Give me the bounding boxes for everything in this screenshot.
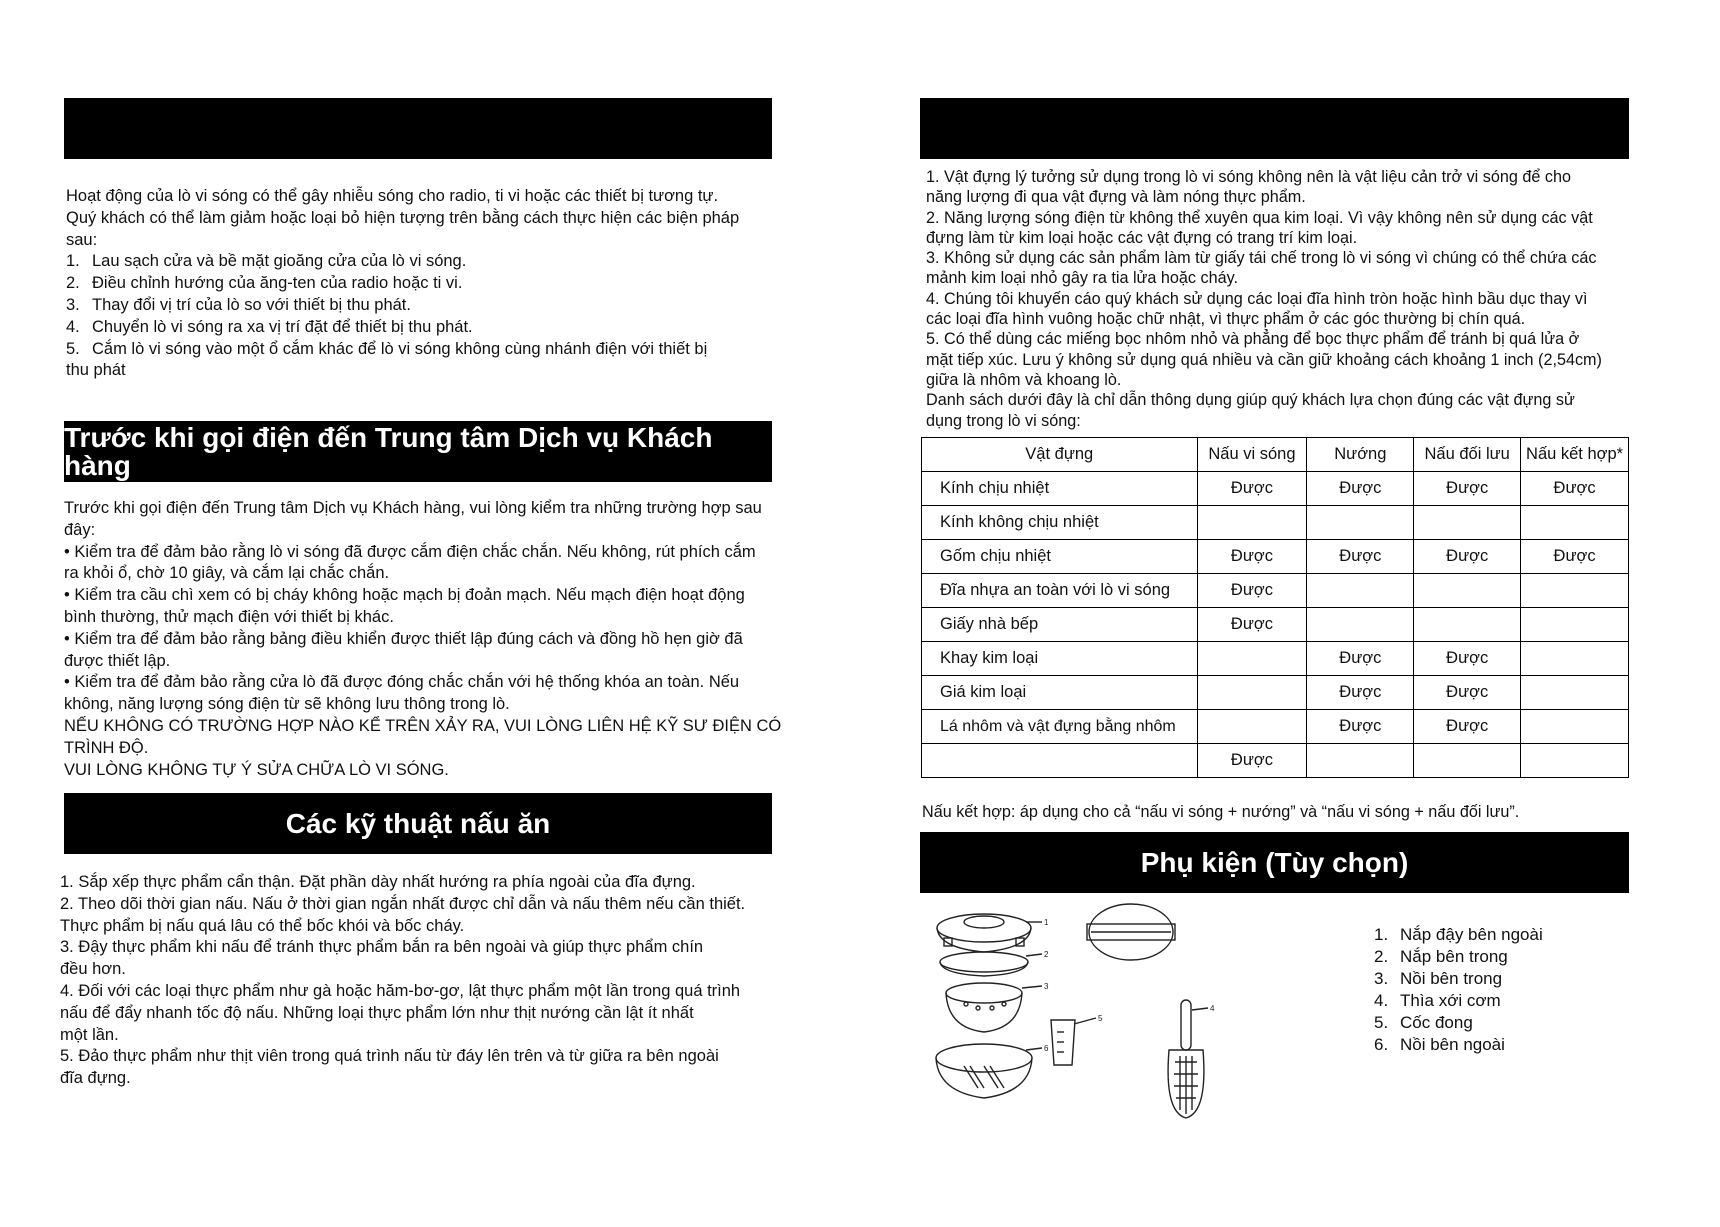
list-item: 6. Nồi bên ngoài: [1374, 1035, 1505, 1054]
techniques-section: [60, 872, 790, 1090]
list-item: 3. Nồi bên trong: [1374, 969, 1503, 988]
table-cell: Được: [1197, 608, 1307, 642]
accessories-header-bar: [920, 832, 1629, 893]
text-line: mặt tiếp xúc. Lưu ý không sử dụng quá nhiều và cần giữ khoảng cách khoảng 1 inch (2,54cm): [926, 350, 1602, 369]
table-cell: Được: [1414, 642, 1521, 676]
techniques-title: Các kỹ thuật nấu ăn: [285, 807, 551, 839]
text-line: bình thường, thử mạch điện với thiết bị khác.: [64, 607, 394, 626]
table-cell: [1521, 710, 1629, 744]
table-cell: [1521, 574, 1629, 608]
table-cell: Được: [1197, 540, 1307, 574]
table-row: [922, 642, 1629, 676]
table-cell: Được: [1307, 472, 1414, 506]
text-line: được thiết lập.: [64, 651, 171, 670]
table-cell: Được: [1521, 472, 1629, 506]
bullet-line: • Kiểm tra để đảm bảo rằng cửa lò đã được đóng chắc chắn với hệ thống khóa an toàn. Nếu: [64, 673, 740, 692]
table-cell: Được: [1414, 710, 1521, 744]
text-line: đựng làm từ kim loại hoặc các vật đựng có trang trí kim loại.: [926, 228, 1358, 247]
bullet-line: • Kiểm tra để đảm bảo rằng bảng điều khiển được thiết lập đúng cách và đồng hồ hẹn giờ đã: [64, 629, 743, 648]
table-cell: [1414, 608, 1521, 642]
table-cell: [1307, 608, 1414, 642]
list-item: 5. Cắm lò vi sóng vào một ổ cắm khác để lò vi sóng không cùng nhánh điện với thiết bị: [66, 339, 708, 358]
column-header: Nấu đối lưu: [1414, 438, 1521, 472]
interference-header-bar: [64, 98, 772, 159]
interference-intro-line: Quý khách có thể làm giảm hoặc loại bỏ hiện tượng trên bằng cách thực hiện các biện pháp: [66, 208, 740, 227]
interference-intro-line: sau:: [66, 230, 98, 249]
table-cell: [1197, 710, 1307, 744]
text-line: 1. Vật đựng lý tưởng sử dụng trong lò vi sóng không nên là vật liệu cản trở vi sóng để cho: [926, 168, 1571, 186]
callout-label: 2: [1044, 950, 1049, 959]
table-cell: Giấy nhà bếp: [922, 608, 1198, 642]
table-cell: [922, 744, 1198, 778]
table-cell: Khay kim loại: [922, 642, 1198, 676]
text-line: 3. Đậy thực phẩm khi nấu để tránh thực phẩm bắn ra bên ngoài và giúp thực phẩm chín: [60, 938, 704, 957]
list-item: 4. Chuyển lò vi sóng ra xa vị trí đặt để thiết bị thu phát.: [66, 317, 473, 336]
list-item-continuation: thu phát: [66, 361, 126, 380]
table-cell: Được: [1307, 540, 1414, 574]
callout-label: 1: [1044, 918, 1049, 927]
inner-lid-drawing: [940, 952, 1028, 976]
text-line: mảnh kim loại nhỏ gây ra tia lửa hoặc cháy.: [926, 269, 1238, 288]
list-item: 4. Thìa xới cơm: [1374, 991, 1501, 1010]
text-line: 5. Đảo thực phẩm như thịt viên trong quá trình nấu từ đáy lên trên và từ giữa ra bên ngoài: [60, 1047, 719, 1066]
bullet-line: • Kiểm tra cầu chì xem có bị cháy không hoặc mạch bị đoản mạch. Nếu mạch điện hoạt động: [64, 586, 745, 605]
table-cell: Kính chịu nhiệt: [922, 472, 1198, 506]
text-line: ra khỏi ổ, chờ 10 giây, và cắm lại chắc chắn.: [64, 564, 390, 583]
text-line: một lần.: [60, 1025, 119, 1044]
interference-section: [66, 186, 786, 382]
table-cell: [1307, 506, 1414, 540]
outer-lid-drawing: [937, 914, 1031, 952]
utensils-header-bar: [920, 98, 1629, 159]
table-row: [922, 676, 1629, 710]
list-item: 1. Lau sạch cửa và bề mặt gioăng cửa của lò vi sóng.: [66, 252, 467, 271]
before-call-header-bar: [64, 421, 772, 482]
column-header: Nướng: [1307, 438, 1414, 472]
warning-line: TRÌNH ĐỘ.: [64, 738, 149, 757]
table-cell: Được: [1414, 472, 1521, 506]
measuring-cup-drawing: [1051, 1020, 1075, 1065]
table-cell: [1414, 506, 1521, 540]
table-cell: Gốm chịu nhiệt: [922, 540, 1198, 574]
table-cell: Giá kim loại: [922, 676, 1198, 710]
pot-top-view-drawing: [1087, 904, 1175, 960]
techniques-header-bar: [64, 793, 772, 854]
table-row: [922, 540, 1629, 574]
table-row: [922, 506, 1629, 540]
text-line: 5. Có thể dùng các miếng bọc nhôm nhỏ và phẳng để bọc thực phẩm để tránh bị quá lửa ở: [926, 330, 1580, 349]
table-cell: Được: [1414, 540, 1521, 574]
table-cell: Được: [1197, 574, 1307, 608]
table-cell: [1521, 744, 1629, 778]
combined-cooking-note: Nấu kết hợp: áp dụng cho cả “nấu vi sóng + nướng” và “nấu vi sóng + nấu đối lưu”.: [922, 803, 1520, 821]
table-row: [922, 744, 1629, 778]
table-cell: [1307, 574, 1414, 608]
table-row: [922, 608, 1629, 642]
table-cell: Được: [1197, 472, 1307, 506]
utensil-table: [921, 437, 1629, 778]
text-line: không, năng lượng sóng điện từ sẽ không lưu thông trong lò.: [64, 695, 510, 714]
table-cell: Lá nhôm và vật đựng bằng nhôm: [922, 710, 1198, 744]
table-cell: [1307, 744, 1414, 778]
callout-label: 6: [1044, 1044, 1049, 1053]
list-item: 2. Nắp bên trong: [1374, 947, 1508, 966]
list-item: 2. Điều chỉnh hướng của ăng-ten của radio hoặc ti vi.: [66, 274, 463, 293]
accessories-title: Phụ kiện (Tùy chọn): [1140, 846, 1409, 878]
utensils-section: [926, 167, 1642, 431]
text-line: giữa là nhôm và khoang lò.: [926, 370, 1122, 389]
text-line: đều hơn.: [60, 960, 126, 979]
list-item: 1. Nắp đậy bên ngoài: [1374, 925, 1543, 944]
text-line: Danh sách dưới đây là chỉ dẫn thông dụng giúp quý khách lựa chọn đúng các vật đựng sử: [926, 391, 1575, 410]
table-row: [922, 574, 1629, 608]
warning-line: VUI LÒNG KHÔNG TỰ Ý SỬA CHỮA LÒ VI SÓNG.: [64, 760, 449, 779]
table-cell: [1521, 676, 1629, 710]
table-cell: [1414, 574, 1521, 608]
rice-paddle-drawing: [1168, 1000, 1204, 1118]
text-line: 4. Chúng tôi khuyến cáo quý khách sử dụng các loại đĩa hình tròn hoặc hình bầu dục thay vì: [926, 289, 1588, 308]
table-cell: Được: [1521, 540, 1629, 574]
text-line: đây:: [64, 520, 96, 539]
text-line: nấu để đẩy nhanh tốc độ nấu. Những loại thực phẩm lớn như thịt nướng cần lật ít nhất: [60, 1003, 694, 1022]
text-line: dụng trong lò vi sóng:: [926, 411, 1081, 430]
table-cell: [1197, 642, 1307, 676]
table-cell: [1197, 506, 1307, 540]
table-cell: Được: [1414, 676, 1521, 710]
text-line: Trước khi gọi điện đến Trung tâm Dịch vụ Khách hàng, vui lòng kiểm tra những trường hợp sau: [64, 499, 762, 517]
bullet-line: • Kiểm tra để đảm bảo rằng lò vi sóng đã được cắm điện chắc chắn. Nếu không, rút phích cắm: [64, 542, 756, 561]
table-cell: [1521, 608, 1629, 642]
table-cell: Được: [1307, 642, 1414, 676]
table-row: [922, 710, 1629, 744]
list-item: 5. Cốc đong: [1374, 1013, 1473, 1032]
text-line: đĩa đựng.: [60, 1069, 131, 1088]
text-line: 3. Không sử dụng các sản phẩm làm từ giấy tái chế trong lò vi sóng vì chúng có thể chứa các: [926, 249, 1597, 268]
list-item: 3. Thay đổi vị trí của lò so với thiết bị thu phát.: [66, 295, 411, 314]
text-line: 2. Theo dõi thời gian nấu. Nấu ở thời gian ngắn nhất được chỉ dẫn và nấu thêm nếu cần thiết.: [60, 894, 746, 913]
table-cell: Được: [1197, 744, 1307, 778]
table-header-row: [922, 438, 1629, 472]
inner-pot-drawing: [946, 983, 1022, 1032]
warning-line: NẾU KHÔNG CÓ TRƯỜNG HỢP NÀO KỂ TRÊN XẢY RA, VUI LÒNG LIÊN HỆ KỸ SƯ ĐIỆN CÓ: [64, 716, 782, 735]
table-cell: Kính không chịu nhiệt: [922, 506, 1198, 540]
callout-label: 3: [1044, 982, 1049, 991]
accessories-list: [1374, 924, 1543, 1056]
outer-pot-drawing: [936, 1044, 1032, 1098]
table-cell: [1521, 642, 1629, 676]
table-cell: Đĩa nhựa an toàn với lò vi sóng: [922, 574, 1198, 608]
table-cell: Được: [1307, 710, 1414, 744]
column-header: Vật đựng: [922, 438, 1198, 472]
callout-label: 4: [1210, 1004, 1215, 1013]
table-row: [922, 472, 1629, 506]
text-line: Thực phẩm bị nấu quá lâu có thể bốc khói và bốc cháy.: [60, 916, 465, 935]
before-call-title: Trước khi gọi điện đến Trung tâm Dịch vụ Khách hàng: [64, 421, 713, 481]
accessories-illustration: [926, 900, 1226, 1140]
table-cell: Được: [1307, 676, 1414, 710]
column-header: Nấu kết hợp*: [1521, 438, 1629, 472]
text-line: các loại đĩa hình vuông hoặc chữ nhật, vì thực phẩm ở các góc thường bị chín quá.: [926, 310, 1526, 329]
text-line: 2. Năng lượng sóng điện từ không thể xuyên qua kim loại. Vì vậy không nên sử dụng các vật: [926, 208, 1593, 227]
column-header: Nấu vi sóng: [1197, 438, 1307, 472]
text-line: 4. Đối với các loại thực phẩm như gà hoặc hăm-bơ-gơ, lật thực phẩm một lần trong quá trình: [60, 981, 741, 1000]
callout-label: 5: [1098, 1014, 1103, 1023]
interference-intro-line: Hoạt động của lò vi sóng có thể gây nhiễu sóng cho radio, ti vi hoặc các thiết bị tương tự.: [66, 187, 719, 205]
before-call-section: [64, 498, 794, 781]
table-cell: [1197, 676, 1307, 710]
text-line: 1. Sắp xếp thực phẩm cẩn thận. Đặt phần dày nhất hướng ra phía ngoài của đĩa đựng.: [60, 873, 696, 891]
text-line: năng lượng đi qua vật đựng và làm nóng thực phẩm.: [926, 188, 1306, 207]
table-cell: [1521, 506, 1629, 540]
table-cell: [1414, 744, 1521, 778]
